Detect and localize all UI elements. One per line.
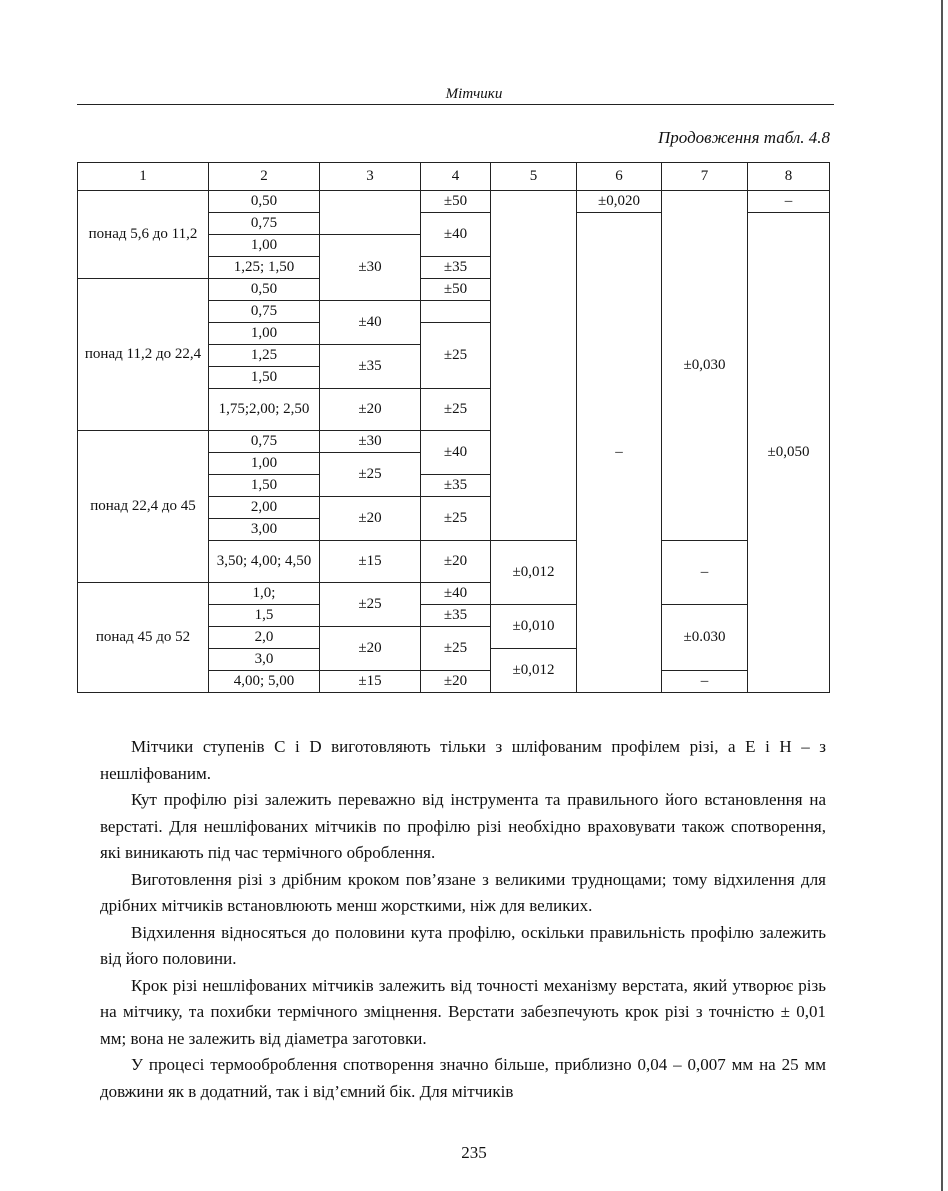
col3-cell: ±25: [421, 323, 491, 389]
header-rule: [77, 104, 834, 105]
column-header: 2: [209, 163, 320, 191]
col4-cell: ±20: [421, 541, 491, 583]
pitch-cell: 1,50: [209, 367, 320, 389]
running-header: Мітчики: [445, 86, 503, 102]
table-header-row: [78, 163, 830, 191]
column-header: 8: [748, 163, 830, 191]
col4-cell: ±40: [320, 301, 421, 345]
col4-cell: ±40: [421, 213, 491, 257]
col5-cell: ±0,010: [491, 605, 577, 649]
page-number: 235: [461, 1143, 487, 1162]
pitch-cell: 1,25; 1,50: [209, 257, 320, 279]
col3-cell: ±20: [320, 389, 421, 431]
col4-cell: ±35: [421, 475, 491, 497]
col6-cell: –: [577, 213, 662, 693]
page-edge-shadow: [941, 0, 948, 1191]
column-header: 4: [421, 163, 491, 191]
col3-cell: ±15: [320, 671, 421, 693]
pitch-cell: 2,0: [209, 627, 320, 649]
paragraph: Кут профілю різі залежить переважно від інструмента та правильного його встановлення на верстаті. Для нешліфованих мітчиків по профілю різі необхідно враховувати також спотворення, які виникають під час термічного оброблення.: [100, 790, 826, 862]
paragraph: Відхилення відносяться до половини кута профілю, оскільки правильність профілю залежить від його половини.: [100, 922, 826, 968]
col8-cell: ±0,050: [748, 213, 830, 693]
table-caption: Продовження табл. 4.8: [658, 128, 830, 147]
body-text: [100, 734, 826, 1105]
pitch-cell: 3,00: [209, 519, 320, 541]
empty-cell: [491, 191, 577, 541]
diameter-range-cell: понад 45 до 52: [78, 583, 209, 693]
col7-cell: ±0.030: [662, 605, 748, 671]
col7-cell: –: [662, 541, 748, 605]
col4-cell: ±35: [421, 605, 491, 627]
col6-cell: ±0,020: [577, 191, 662, 213]
pitch-cell: 1,00: [209, 235, 320, 257]
tolerance-table: [77, 162, 830, 693]
pitch-cell: 0,50: [209, 191, 320, 213]
pitch-cell: 1,50: [209, 475, 320, 497]
pitch-cell: 1,25: [209, 345, 320, 367]
col3-cell: ±25: [320, 583, 421, 627]
col4-cell: ±50: [421, 279, 491, 301]
col3-cell: ±20: [320, 627, 421, 671]
pitch-cell: 1,00: [209, 323, 320, 345]
col3-cell: ±20: [320, 497, 421, 541]
pitch-cell: 0,75: [209, 301, 320, 323]
col3-cell: ±30: [320, 431, 421, 453]
pitch-cell: 4,00; 5,00: [209, 671, 320, 693]
column-header: 1: [78, 163, 209, 191]
diameter-range-cell: понад 22,4 до 45: [78, 431, 209, 583]
pitch-cell: 1,0;: [209, 583, 320, 605]
diameter-range-cell: понад 5,6 до 11,2: [78, 191, 209, 279]
paragraph: Крок різі нешліфованих мітчиків залежить від точності механізму верстата, який утворює різь на мітчику, та похибки термічного зміцнення. Верстати забезпечують крок різі з точністю ± 0,01 мм; вона не залежить від діаметра заготовки.: [100, 975, 826, 1048]
col3-cell: ±15: [320, 541, 421, 583]
pitch-cell: 0,50: [209, 279, 320, 301]
paragraph: Мітчики ступенів С і D виготовляють тільки з шліфованим профілем різі, а Е і Н – з нешліфованим.: [100, 737, 826, 783]
col3-cell: ±30: [320, 235, 421, 301]
pitch-cell: 1,00: [209, 453, 320, 475]
col4-cell: ±25: [421, 627, 491, 671]
col4-cell: ±40: [421, 431, 491, 475]
column-header: 5: [491, 163, 577, 191]
paragraph: Виготовлення різі з дрібним кроком пов’язане з великими труднощами; тому відхилення для дрібних мітчиків встановлюють менш жорсткими, ніж для великих.: [100, 869, 826, 915]
pitch-cell: 0,75: [209, 213, 320, 235]
col4-cell: ±50: [421, 191, 491, 213]
col4-cell: ±40: [421, 583, 491, 605]
table-row: [78, 191, 830, 213]
pitch-cell: 2,00: [209, 497, 320, 519]
col4-cell: ±25: [421, 497, 491, 541]
col4-cell: ±25: [421, 389, 491, 431]
col7-cell: –: [662, 671, 748, 693]
paragraph: У процесі термооброблення спотворення значно більше, приблизно 0,04 – 0,007 мм на 25 мм довжини як в додатний, так і від’ємний бік. Для мітчиків: [100, 1055, 826, 1101]
col7-cell: ±0,030: [662, 191, 748, 541]
col3-cell: ±25: [320, 453, 421, 497]
col5-cell: ±0,012: [491, 541, 577, 605]
column-header: 3: [320, 163, 421, 191]
pitch-cell: 1,5: [209, 605, 320, 627]
pitch-cell: 3,0: [209, 649, 320, 671]
col4-cell: ±20: [421, 671, 491, 693]
col4-cell: ±35: [421, 257, 491, 279]
column-header: 6: [577, 163, 662, 191]
column-header: 7: [662, 163, 748, 191]
pitch-cell: 1,75;2,00; 2,50: [209, 389, 320, 431]
col4-cell: ±35: [320, 345, 421, 389]
empty-cell: [320, 191, 421, 235]
pitch-cell: 0,75: [209, 431, 320, 453]
diameter-range-cell: понад 11,2 до 22,4: [78, 279, 209, 431]
col8-cell: –: [748, 191, 830, 213]
col5-cell: ±0,012: [491, 649, 577, 693]
pitch-cell: 3,50; 4,00; 4,50: [209, 541, 320, 583]
